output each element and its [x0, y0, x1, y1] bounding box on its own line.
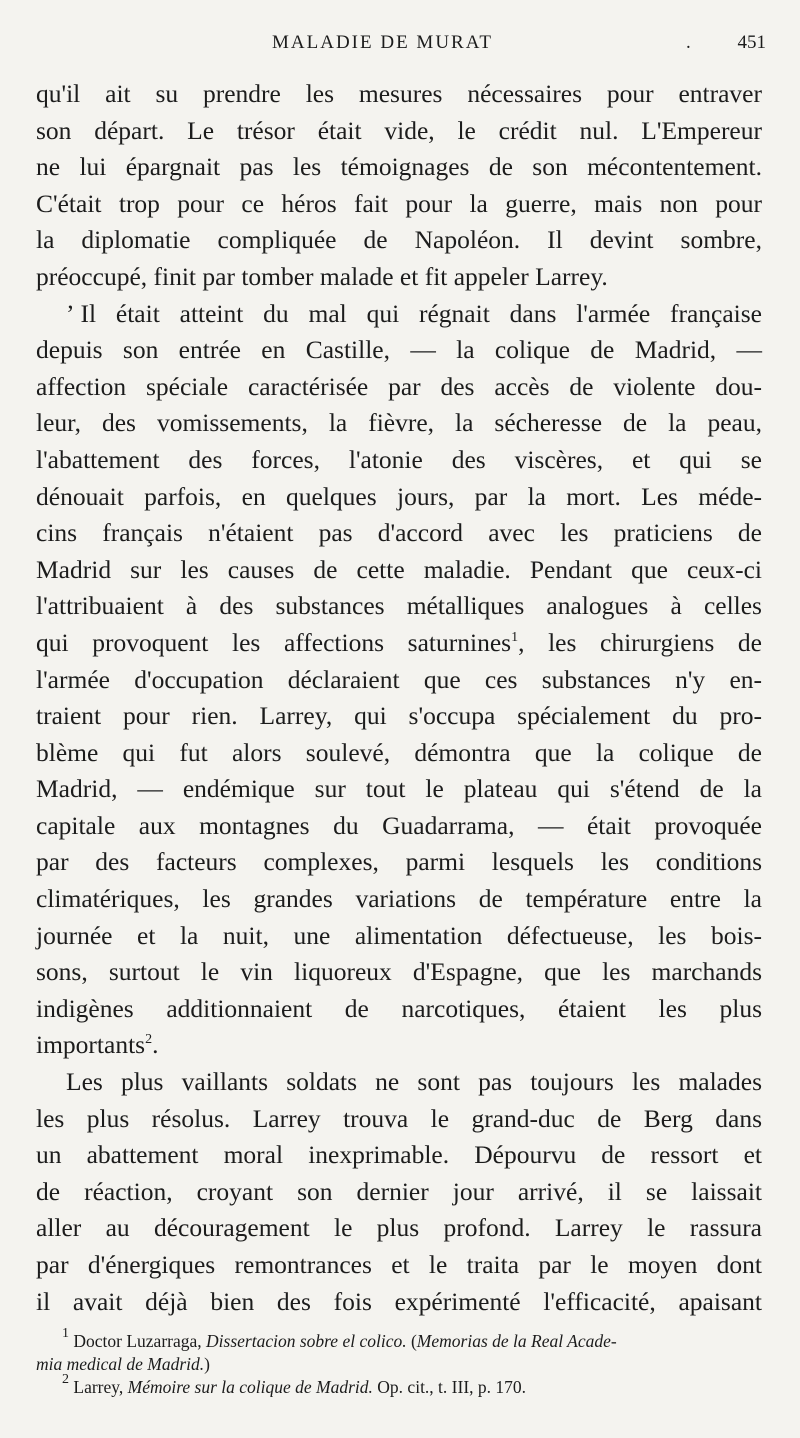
text-line: il avait déjà bien des fois expérimenté l'efficacité, apaisant	[36, 1286, 762, 1316]
footnote-author: Larrey,	[73, 1377, 124, 1397]
text-line: par d'énergiques remontrances et le traita par le moyen dont	[36, 1250, 762, 1279]
text-line: capitale aux montagnes du Guadarrama, — était provoquée	[36, 810, 762, 840]
text-line: sons, surtout le vin liquoreux d'Espagne, que les marchands	[36, 957, 762, 987]
text-line: qu'il ait su prendre les mesures nécessaires pour entraver	[36, 79, 762, 108]
footnote-ref-2: 2	[145, 1032, 153, 1048]
header-separator: .	[686, 32, 693, 53]
body-text	[36, 76, 762, 1320]
footnote-reference: Op. cit., t. III, p. 170.	[377, 1377, 527, 1397]
text-line-with-footnote-ref	[36, 625, 762, 662]
paren: )	[204, 1354, 210, 1374]
text-line: de réaction, croyant son dernier jour arrivé, il se laissait	[36, 1176, 762, 1206]
text-line: Madrid, — endémique sur tout le plateau qui s'étend de la	[36, 774, 762, 804]
text-line: l'abattement des forces, l'atonie des viscères, et qui se	[36, 444, 762, 474]
running-title: MALADIE DE MURAT	[272, 32, 493, 53]
footnote-author: Doctor Luzarraga,	[73, 1331, 202, 1351]
footnote-ref-1: 1	[511, 629, 519, 645]
footnote-2	[36, 1372, 766, 1399]
text-segment: , les chirurgiens de	[518, 627, 762, 657]
text-line-with-footnote-ref: importants$^2$.	[36, 1030, 159, 1060]
text-line: par des facteurs complexes, parmi lesquels les conditions	[36, 847, 762, 877]
text-line: depuis son entrée en Castille, — la colique de Madrid, —	[36, 335, 762, 365]
footnotes	[36, 1326, 766, 1399]
page-number: 451	[737, 32, 766, 53]
text-line: blème qui fut alors soulevé, démontra que la colique de	[36, 737, 762, 767]
text-line: un abattement moral inexprimable. Dépourvu de ressort et	[36, 1140, 762, 1170]
text-line: préoccupé, finit par tomber malade et fit appeler Larrey.	[36, 261, 608, 291]
paragraph-start-line: Les plus vaillants soldats ne sont pas toujours les malades	[66, 1067, 762, 1097]
footnote-source: mia medical de Madrid.	[36, 1354, 205, 1374]
text-line: l'armée d'occupation déclaraient que ces substances n'y en-	[36, 664, 762, 694]
footnote-number: 2	[62, 1372, 69, 1387]
text-line: cins français n'étaient pas d'accord avec les praticiens de	[36, 518, 762, 548]
text-line: son départ. Le trésor était vide, le crédit nul. L'Empereur	[36, 115, 762, 145]
text-line: l'attribuaient à des substances métalliques analogues à celles	[36, 591, 762, 621]
text-line: traient pour rien. Larrey, qui s'occupa spécialement du pro-	[36, 701, 762, 731]
text-line: dénouait parfois, en quelques jours, par la mort. Les méde-	[36, 481, 762, 511]
text-segment: importants	[36, 1030, 146, 1060]
text-line: ne lui épargnait pas les témoignages de son mécontentement.	[36, 152, 762, 182]
running-header	[36, 30, 766, 60]
paragraph-start-line: ’ Il était atteint du mal qui régnait dans l'armée française	[36, 296, 762, 333]
text-line: C'était trop pour ce héros fait pour la guerre, mais non pour	[36, 188, 762, 218]
text-line: affection spéciale caractérisée par des accès de violente dou-	[36, 371, 762, 401]
text-line: Madrid sur les causes de cette maladie. Pendant que ceux-ci	[36, 554, 762, 584]
footnote-title: Mémoire sur la colique de Madrid.	[127, 1377, 373, 1397]
footnote-number: 1	[62, 1326, 69, 1341]
text-line: journée et la nuit, une alimentation défectueuse, les bois-	[36, 920, 762, 950]
paren: (	[410, 1331, 417, 1351]
footnote-source: Memorias de la Real Acade-	[416, 1331, 617, 1351]
text-line: aller au découragement le plus profond. Larrey le rassura	[36, 1213, 762, 1243]
footnote-1	[36, 1326, 766, 1353]
text-segment: qui provoquent les affections saturnines	[36, 627, 512, 657]
text-line: leur, des vomissements, la fièvre, la sécheresse de la peau,	[36, 408, 762, 438]
text-line: les plus résolus. Larrey trouva le grand-duc de Berg dans	[36, 1103, 762, 1133]
text-line: climatériques, les grandes variations de température entre la	[36, 884, 762, 914]
footnote-title: Dissertacion sobre el colico.	[206, 1331, 407, 1351]
text-line: la diplomatie compliquée de Napoléon. Il devint sombre,	[36, 225, 762, 255]
footnote-1-continued	[36, 1353, 766, 1376]
text-line: indigènes additionnaient de narcotiques, étaient les plus	[36, 993, 762, 1023]
